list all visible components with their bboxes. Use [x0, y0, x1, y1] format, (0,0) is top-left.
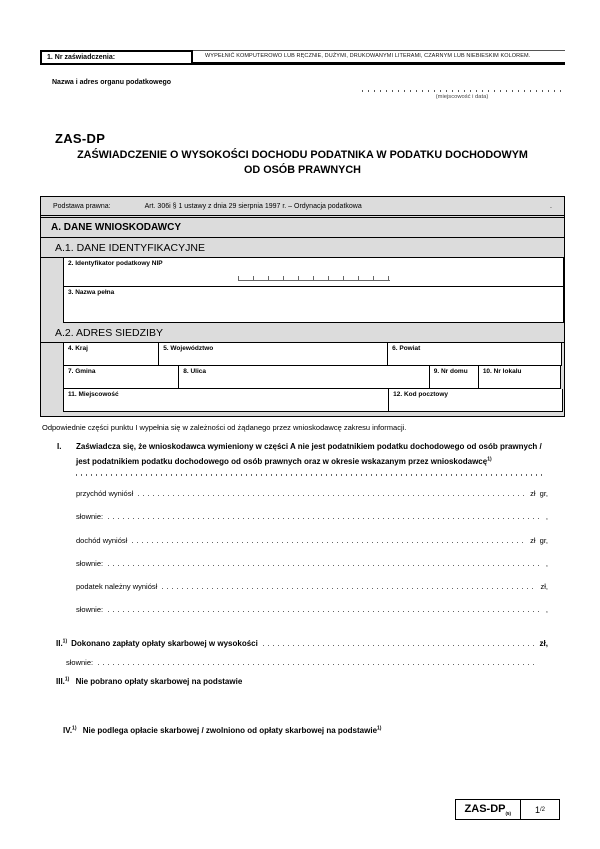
field-ulica-label: 8. Ulica [183, 368, 206, 375]
section-a-box [40, 196, 565, 417]
field-nip[interactable] [63, 258, 564, 287]
section-a1-heading: A.1. DANE IDENTYFIKACYJNE [41, 238, 564, 258]
point-1-text-line2: jest podatnikiem podatku dochodowego od osób prawnych oraz w okresie wskazanym przez wnioskodawcę [76, 457, 488, 466]
legal-basis-label: Podstawa prawna: [53, 203, 111, 210]
point-1-numeral: I. [57, 442, 62, 451]
field-kod-pocztowy[interactable] [388, 389, 563, 412]
section-a1-fields [41, 258, 564, 323]
address-row-2 [63, 366, 564, 389]
point-2-numeral: II.$^{1)}$ [56, 638, 68, 648]
point-4-text: Nie podlega opłacie skarbowej / zwolniono od opłaty skarbowej na podstawie [82, 726, 378, 735]
field-powiat-label: 6. Powiat [392, 345, 421, 352]
point-4-footnote-mark: 1) [72, 725, 77, 732]
przychod-suffix: zł gr, [530, 489, 548, 498]
form-title-line2: OD OSÓB PRAWNYCH [244, 164, 361, 176]
slownie-1-label: słownie: [76, 512, 104, 521]
point-4-numeral: IV.$^{1)}$ [63, 725, 77, 735]
amount-row-dochod [76, 535, 548, 545]
field-kod-pocztowy-label: 12. Kod pocztowy [393, 391, 449, 398]
point-2-suffix: zł, [539, 639, 548, 648]
place-and-date-block [362, 90, 562, 100]
footer-page-indicator [521, 800, 559, 819]
point-3-numeral: III.$^{1)}$ [56, 676, 70, 686]
field-ulica[interactable] [178, 366, 430, 389]
certificate-number-field[interactable] [40, 50, 193, 65]
field-miejscowosc[interactable] [63, 389, 389, 412]
fill-instruction-bar [193, 50, 565, 65]
field-miejscowosc-label: 11. Miejscowość [68, 391, 119, 398]
slownie-4-label: słownie: [66, 658, 94, 667]
field-nr-lokalu-label: 10. Nr lokalu [482, 368, 522, 375]
point-4-trailing-footnote-mark: 1) [377, 725, 382, 732]
field-kraj-label: 4. Kraj [68, 345, 88, 352]
field-powiat[interactable] [387, 343, 562, 366]
slownie-2-label: słownie: [76, 559, 104, 568]
legal-basis-row [41, 197, 564, 218]
address-row-3 [63, 389, 564, 412]
amount-row-slownie-1 [76, 511, 548, 521]
form-title-line1: ZAŚWIADCZENIE O WYSOKOŚCI DOCHODU PODATNIKA W PODATKU DOCHODOWYM [77, 149, 528, 161]
footer-form-code: ZAS-$DP_{(5)}$ [456, 800, 521, 819]
point-3 [56, 677, 242, 686]
point-1-text [76, 439, 542, 469]
address-row-1 [63, 343, 564, 366]
slownie-1-line[interactable] [108, 518, 542, 520]
przychod-label: przychód wyniósł [76, 489, 134, 498]
certificate-number-label: 1. Nr zaświadczenia: [47, 54, 116, 61]
legal-basis-text: Art. 306i § 1 ustawy z dnia 29 sierpnia 1997 r. – Ordynacja podatkowa [144, 203, 362, 210]
amount-row-slownie-2 [76, 558, 548, 568]
point-1 [57, 439, 560, 469]
field-nr-domu-label: 9. Nr domu [433, 368, 468, 375]
point-1-text-line1: Zaświadcza się, że wnioskodawca wymieniony w części A nie jest podatnikiem podatku dochodowego od osób prawnych / [76, 442, 542, 451]
podatek-amount-line[interactable] [162, 588, 536, 590]
field-gmina-label: 7. Gmina [68, 368, 96, 375]
point-1-footnote-mark: 1) [487, 456, 492, 463]
form-code-title: ZAS-DP [55, 131, 106, 146]
podatek-label: podatek należny wyniósł [76, 582, 158, 591]
tax-authority-label: Nazwa i adres organu podatkowego [52, 79, 172, 86]
dochod-suffix: zł gr, [530, 536, 548, 545]
fill-instruction-text: WYPEŁNIĆ KOMPUTEROWO LUB RĘCZNIE, DUŻYMI, DRUKOWANYMI LITERAMI, CZARNYM LUB NIEBIESKIM KOLOREM. [205, 52, 531, 59]
point-2 [56, 637, 548, 648]
section-a2-heading: A.2. ADRES SIEDZIBY [41, 323, 564, 343]
field-gmina[interactable] [63, 366, 179, 389]
point-2-text: Dokonano zapłaty opłaty skarbowej w wysokości [71, 639, 258, 648]
period-entry-line[interactable] [76, 474, 545, 476]
field-nip-label: 2. Identyfikator podatkowy NIP [68, 260, 163, 267]
point-4 [63, 726, 381, 735]
field-nr-lokalu[interactable] [478, 366, 561, 389]
form-header [40, 50, 565, 65]
point-3-footnote-mark: 1) [64, 676, 70, 683]
place-date-input-line[interactable] [362, 90, 562, 92]
amount-row-podatek [76, 581, 548, 591]
dochod-amount-line[interactable] [132, 542, 526, 544]
form-title [40, 148, 565, 178]
field-full-name-label: 3. Nazwa pełna [68, 289, 115, 296]
point-3-text: Nie pobrano opłaty skarbowej na podstawie [75, 677, 243, 686]
fill-note: Odpowiednie części punktu I wypełnia się w zależności od żądanego przez wnioskodawcę zakresu informacji. [42, 423, 407, 432]
slownie-4-line[interactable] [98, 664, 536, 666]
footer-page-current: 1 [534, 804, 540, 815]
field-wojewodztwo[interactable] [158, 343, 388, 366]
point-2-footnote-mark: 1) [62, 638, 68, 645]
section-a2-fields [41, 343, 564, 416]
field-nr-domu[interactable] [429, 366, 479, 389]
legal-basis-period: . [550, 203, 552, 210]
przychod-amount-line[interactable] [138, 495, 526, 497]
amount-row-przychod [76, 488, 548, 498]
slownie-2-line[interactable] [108, 565, 542, 567]
dochod-label: dochód wyniósł [76, 536, 128, 545]
field-wojewodztwo-label: 5. Województwo [163, 345, 214, 352]
amount-row-slownie-3 [76, 604, 548, 614]
slownie-2-suffix: , [545, 559, 548, 568]
slownie-3-suffix: , [545, 605, 548, 614]
nip-comb-input[interactable] [238, 276, 390, 281]
page-footer [455, 799, 560, 820]
slownie-3-line[interactable] [108, 611, 542, 613]
slownie-1-suffix: , [545, 512, 548, 521]
place-date-caption: (miejscowość i data) [435, 94, 489, 100]
field-kraj[interactable] [63, 343, 159, 366]
footer-page-total: /2 [540, 806, 546, 813]
amount-row-slownie-4 [66, 657, 540, 667]
footer-version-mark: (5) [505, 811, 511, 817]
podatek-suffix: zł, [540, 582, 548, 591]
slownie-3-label: słownie: [76, 605, 104, 614]
oplata-skarbowa-amount-line[interactable] [263, 645, 536, 647]
field-full-name[interactable] [63, 287, 564, 323]
section-a-heading: A. DANE WNIOSKODAWCY [41, 218, 564, 238]
